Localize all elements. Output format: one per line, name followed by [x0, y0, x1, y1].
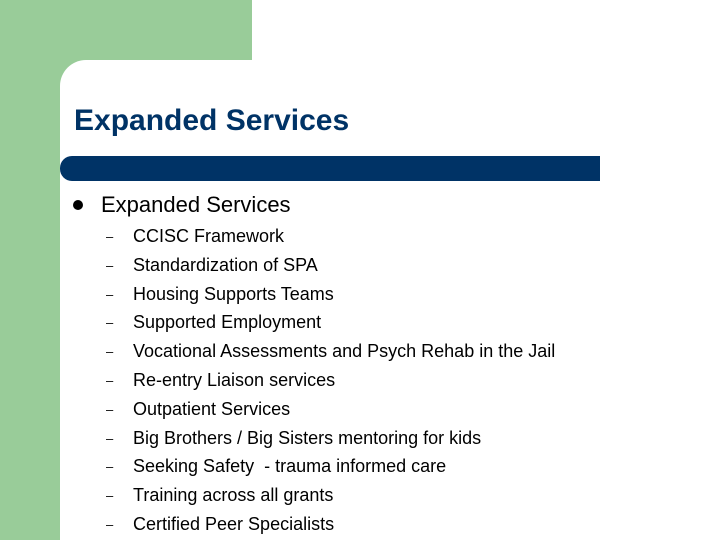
title-underline-bar [60, 156, 600, 181]
sub-bullet-text: Supported Employment [133, 312, 322, 333]
sub-bullet-item [106, 282, 555, 311]
sub-bullet-text: Certified Peer Specialists [133, 513, 335, 534]
dash-icon: – [106, 488, 114, 504]
sub-bullet-text: Training across all grants [133, 485, 334, 506]
sub-bullet-item [106, 224, 555, 253]
bullet-text: Expanded Services [101, 192, 291, 217]
sub-bullet-list [106, 224, 555, 541]
dash-icon: – [106, 286, 114, 302]
sub-bullet-item [106, 368, 555, 397]
dash-icon: – [106, 344, 114, 360]
sub-bullet-item [106, 310, 555, 339]
dash-icon: – [106, 229, 114, 244]
sub-bullet-item [106, 512, 555, 541]
dash-icon: – [106, 459, 114, 475]
dash-icon: – [106, 516, 114, 532]
sub-bullet-text: Re-entry Liaison services [133, 369, 336, 390]
sub-bullet-text: CCISC Framework [133, 226, 285, 246]
sub-bullet-text: Big Brothers / Big Sisters mentoring for kids [133, 427, 482, 448]
sub-bullet-item [106, 454, 555, 483]
sub-bullet-text: Housing Supports Teams [133, 283, 334, 304]
bullet-dot-icon [73, 200, 83, 210]
dash-icon: – [106, 430, 114, 446]
dash-icon: – [106, 372, 114, 388]
dash-icon: – [106, 257, 114, 273]
sub-bullet-item [106, 339, 555, 368]
sub-bullet-text: Standardization of SPA [133, 254, 318, 275]
sub-bullet-text: Vocational Assessments and Psych Rehab in the Jail [133, 341, 556, 362]
dash-icon: – [106, 401, 114, 417]
dash-icon: – [106, 315, 114, 331]
slide-title: Expanded Services [74, 104, 350, 137]
sub-bullet-text: Seeking Safety - trauma informed care [133, 456, 447, 477]
sub-bullet-item [106, 253, 555, 282]
sub-bullet-item [106, 483, 555, 512]
sub-bullet-text: Outpatient Services [133, 398, 291, 419]
sub-bullet-item [106, 426, 555, 455]
sub-bullet-item [106, 397, 555, 426]
